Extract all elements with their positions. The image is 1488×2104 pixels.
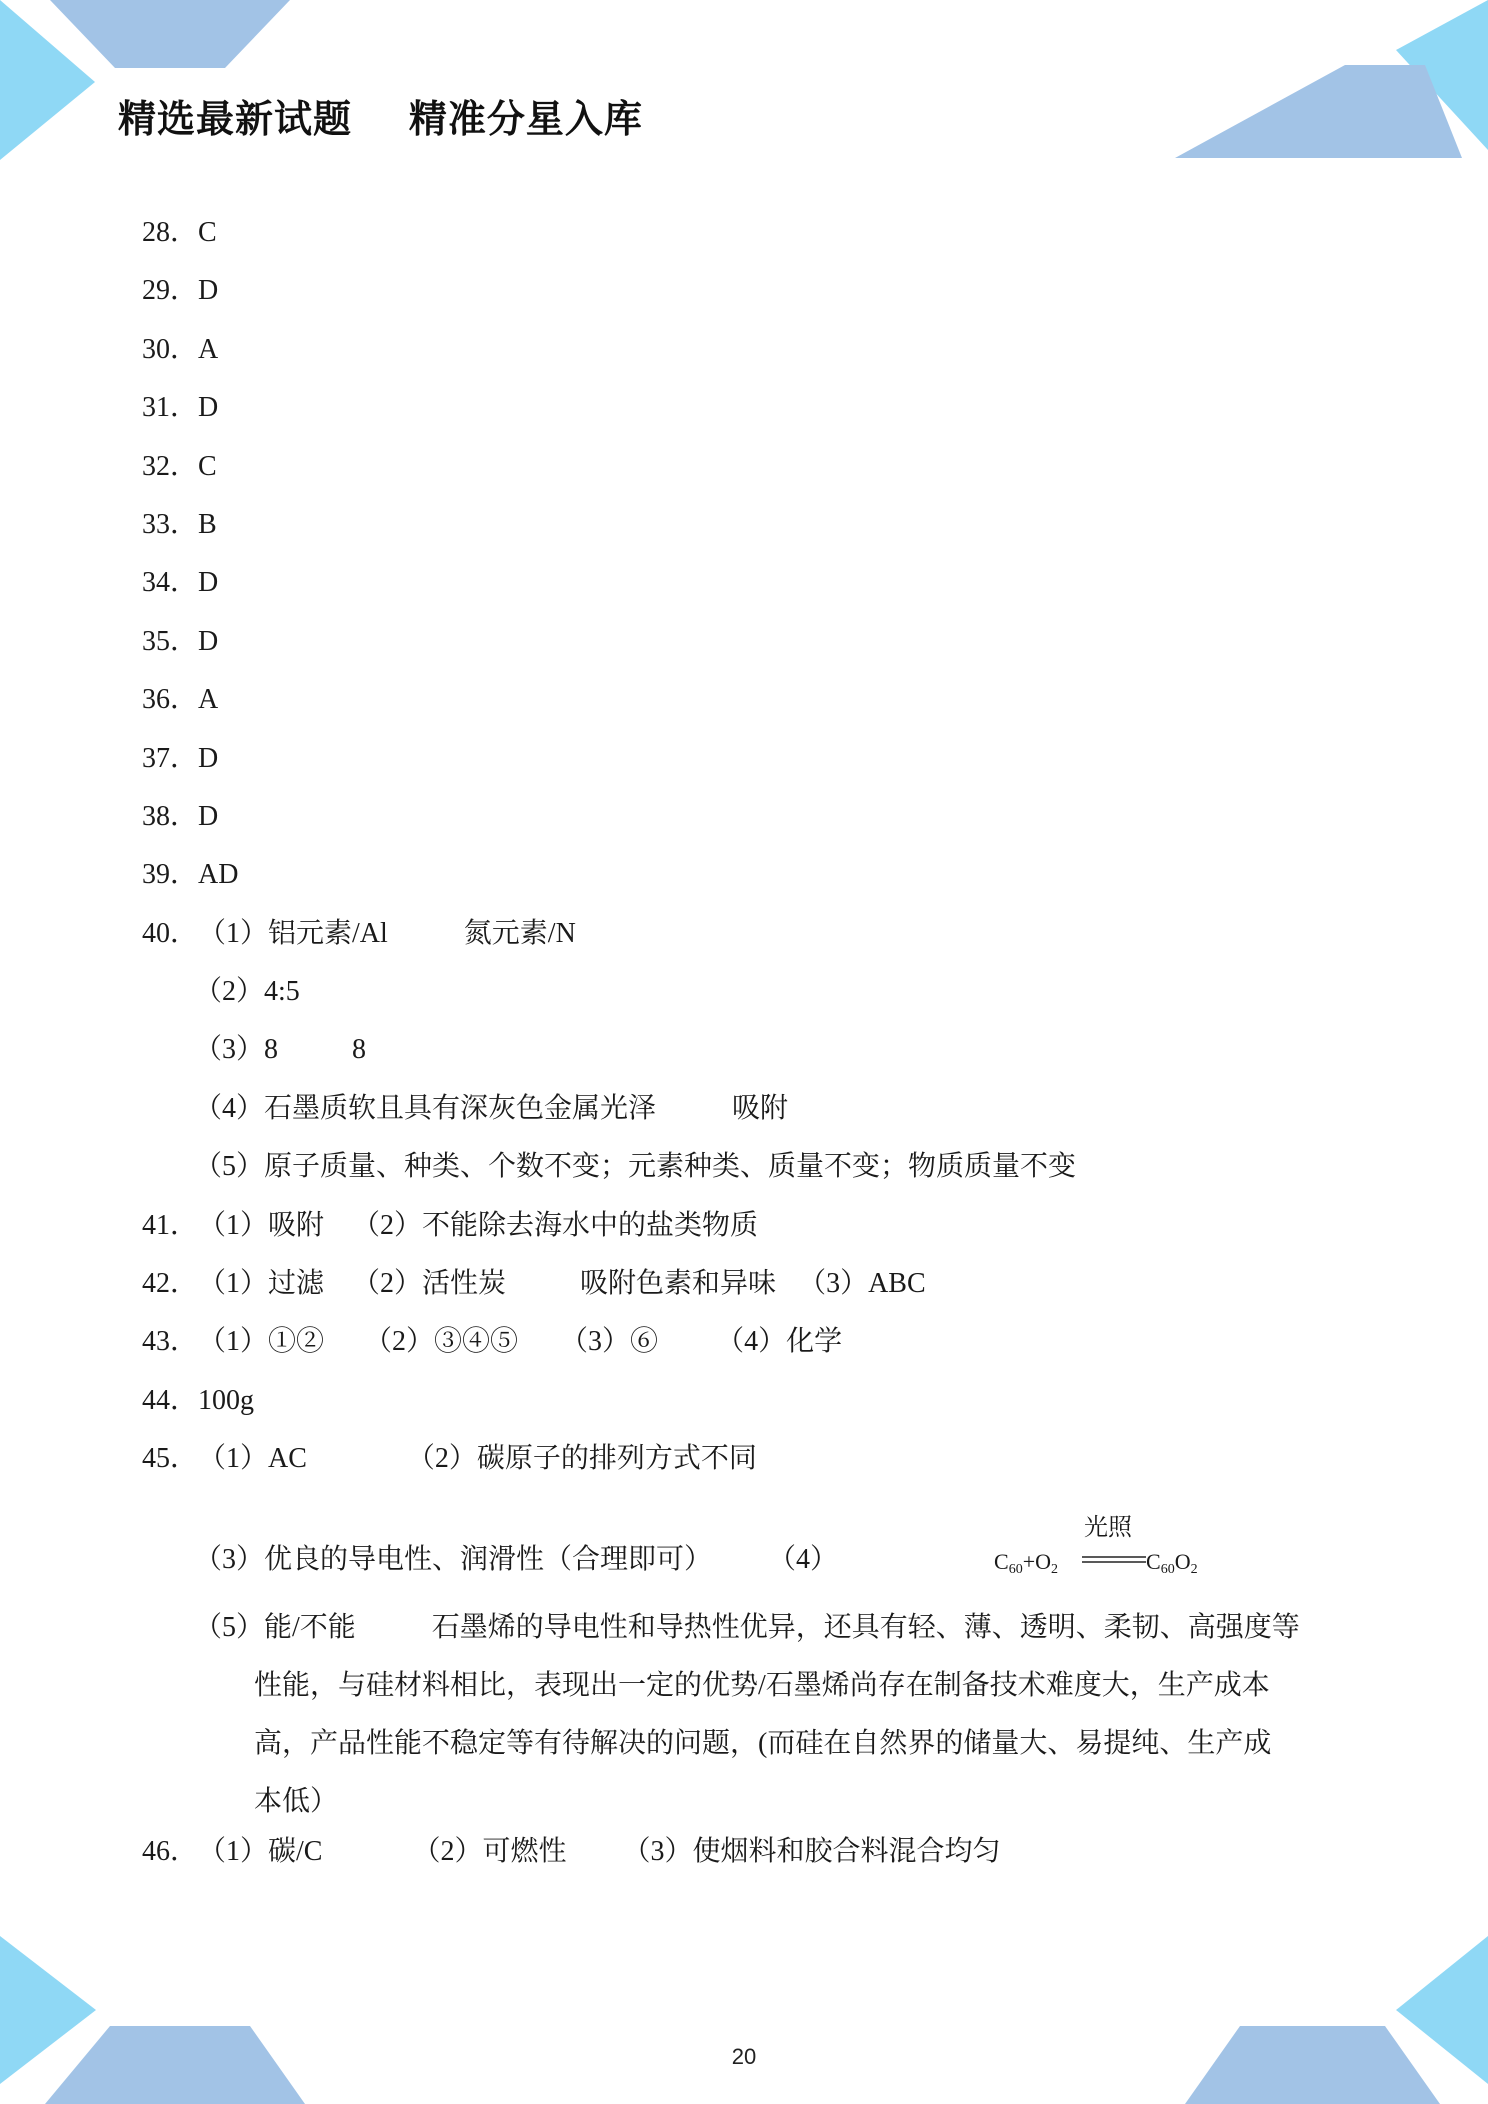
q40-part-1b: 氮元素/N <box>463 917 576 949</box>
answer-text: D <box>198 625 219 657</box>
equation-reactants <box>994 1547 1058 1585</box>
equals-sign <box>1082 1555 1146 1565</box>
answer-row <box>142 446 1352 504</box>
answer-text: D <box>198 742 219 774</box>
q40-part-4a: （4）石墨质软且具有深灰色金属光泽 <box>194 1092 657 1124</box>
q42-part-d: （3）ABC <box>798 1268 926 1300</box>
answer-text: C <box>198 450 217 482</box>
answer-text: A <box>198 333 219 365</box>
answer-content <box>142 212 1352 1889</box>
question-number: 42． <box>142 1268 199 1300</box>
q45-line-formula <box>142 1497 1352 1589</box>
question-number: 41． <box>142 1209 199 1241</box>
equation-c: C <box>994 1548 1009 1574</box>
answer-row <box>142 329 1352 387</box>
q40-line-5 <box>142 1146 1352 1204</box>
answer-text: D <box>198 567 219 599</box>
answer-text: D <box>198 800 219 832</box>
q43-part-a: （1）①② <box>198 1326 325 1358</box>
q45-part-4: （4） <box>768 1543 839 1575</box>
question-number: 34． <box>142 567 199 599</box>
q42-line <box>142 1263 1352 1321</box>
q45-line-1 <box>142 1438 1352 1496</box>
q40-part-3a: （3）8 <box>194 1034 279 1066</box>
q40-line-4 <box>142 1088 1352 1146</box>
q41-line <box>142 1205 1352 1263</box>
q45-part-5c: 性能，与硅材料相比，表现出一定的优势/石墨烯尚存在制备技术难度大，生产成本 <box>254 1669 1270 1701</box>
answer-row <box>142 738 1352 796</box>
q43-part-b: （2）③④⑤ <box>364 1326 519 1358</box>
answer-row <box>142 270 1352 328</box>
answer-text: A <box>198 684 219 716</box>
q45-part-5d: 高，产品性能不稳定等有待解决的问题，(而硅在自然界的储量大、易提纯、生产成 <box>254 1727 1272 1759</box>
q42-part-c: 吸附色素和异味 <box>580 1268 777 1300</box>
page-number: 20 <box>731 2044 757 2069</box>
question-number: 37． <box>142 742 199 774</box>
equation-product-c: C <box>1146 1548 1161 1574</box>
q43-line <box>142 1321 1352 1379</box>
answer-row <box>142 504 1352 562</box>
answer-row <box>142 212 1352 270</box>
top-right-triangle <box>1396 0 1488 150</box>
answer-row <box>142 854 1352 912</box>
top-right-trapezoid <box>1175 65 1462 158</box>
q45-part-5e: 本低） <box>254 1785 339 1817</box>
equation-subscript-60: 60 <box>1008 1561 1023 1577</box>
q41-part-b: （2）不能除去海水中的盐类物质 <box>352 1209 759 1241</box>
answer-text: C <box>198 217 217 248</box>
q45-part-3: （3）优良的导电性、润滑性（合理即可） <box>194 1543 713 1575</box>
top-left-trapezoid <box>50 0 290 68</box>
q45-part-2: （2）碳原子的排列方式不同 <box>406 1443 757 1475</box>
answer-row <box>142 387 1352 445</box>
chemical-equation <box>782 1507 1198 1587</box>
answer-row <box>142 679 1352 737</box>
question-number: 36． <box>142 684 199 716</box>
question-number: 43． <box>142 1326 199 1358</box>
top-left-triangle <box>0 0 95 160</box>
q40-line-1 <box>142 913 1352 971</box>
q45-part-5b: 石墨烯的导电性和导热性优异，还具有轻、薄、透明、柔韧、高强度等 <box>431 1611 1300 1643</box>
answer-list <box>142 212 1352 913</box>
question-number: 35． <box>142 625 199 657</box>
q42-part-b: （2）活性炭 <box>352 1268 507 1300</box>
equation-subscript-2: 2 <box>1050 1561 1058 1577</box>
q44-line <box>142 1380 1352 1438</box>
question-number: 39． <box>142 859 199 891</box>
question-number: 33． <box>142 508 199 540</box>
question-number: 45． <box>142 1443 199 1475</box>
question-number: 32． <box>142 450 199 482</box>
q45-part-5a: （5）能/不能 <box>194 1611 356 1643</box>
question-number: 31． <box>142 392 199 424</box>
answer-text: B <box>198 508 217 540</box>
q40-line-3 <box>142 1029 1352 1087</box>
answer-row <box>142 796 1352 854</box>
q46-part-c: （3）使烟料和胶合料混合均匀 <box>622 1835 1001 1867</box>
equation-product <box>1146 1547 1198 1585</box>
question-number: 44． <box>142 1384 199 1416</box>
q41-part-a: （1）吸附 <box>198 1209 325 1241</box>
question-number: 30． <box>142 333 199 365</box>
equation-product-subscript-2: 2 <box>1190 1561 1198 1577</box>
header-title: 精选最新试题 精准分星入库 <box>118 97 643 141</box>
q40-line-2 <box>142 971 1352 1029</box>
q40-part-1: （1）铝元素/Al <box>198 917 388 949</box>
question-number: 29． <box>142 275 199 307</box>
answer-text: D <box>198 392 219 424</box>
q45-part-1: （1）AC <box>198 1443 307 1475</box>
q40-part-4b: 吸附 <box>732 1092 789 1124</box>
q40-part-2: （2）4:5 <box>194 976 300 1008</box>
q46-part-b: （2）可燃性 <box>412 1835 567 1867</box>
q40-part-5: （5）原子质量、种类、个数不变；元素种类、质量不变；物质质量不变 <box>194 1151 1077 1183</box>
equation-product-o: O <box>1174 1548 1191 1574</box>
q45-part-5 <box>142 1599 1352 1831</box>
q44-answer: 100g <box>198 1384 255 1416</box>
question-number: 46． <box>142 1835 199 1867</box>
q46-part-a: （1）碳/C <box>198 1835 323 1867</box>
q42-part-a: （1）过滤 <box>198 1268 325 1300</box>
answer-row <box>142 621 1352 679</box>
q43-part-c: （3）⑥ <box>560 1326 659 1358</box>
q40-part-3b: 8 <box>352 1034 367 1066</box>
question-number: 28． <box>142 217 199 248</box>
equation-condition: 光照 <box>1084 1514 1132 1541</box>
question-number: 40． <box>142 917 199 949</box>
equation-product-subscript-60: 60 <box>1160 1561 1175 1577</box>
equation-plus-o: +O <box>1022 1548 1051 1574</box>
q43-part-d: （4）化学 <box>716 1326 843 1358</box>
answer-text: D <box>198 275 219 307</box>
answer-text: AD <box>198 859 239 891</box>
answer-row <box>142 562 1352 620</box>
question-number: 38． <box>142 800 199 832</box>
q46-line <box>142 1831 1352 1889</box>
